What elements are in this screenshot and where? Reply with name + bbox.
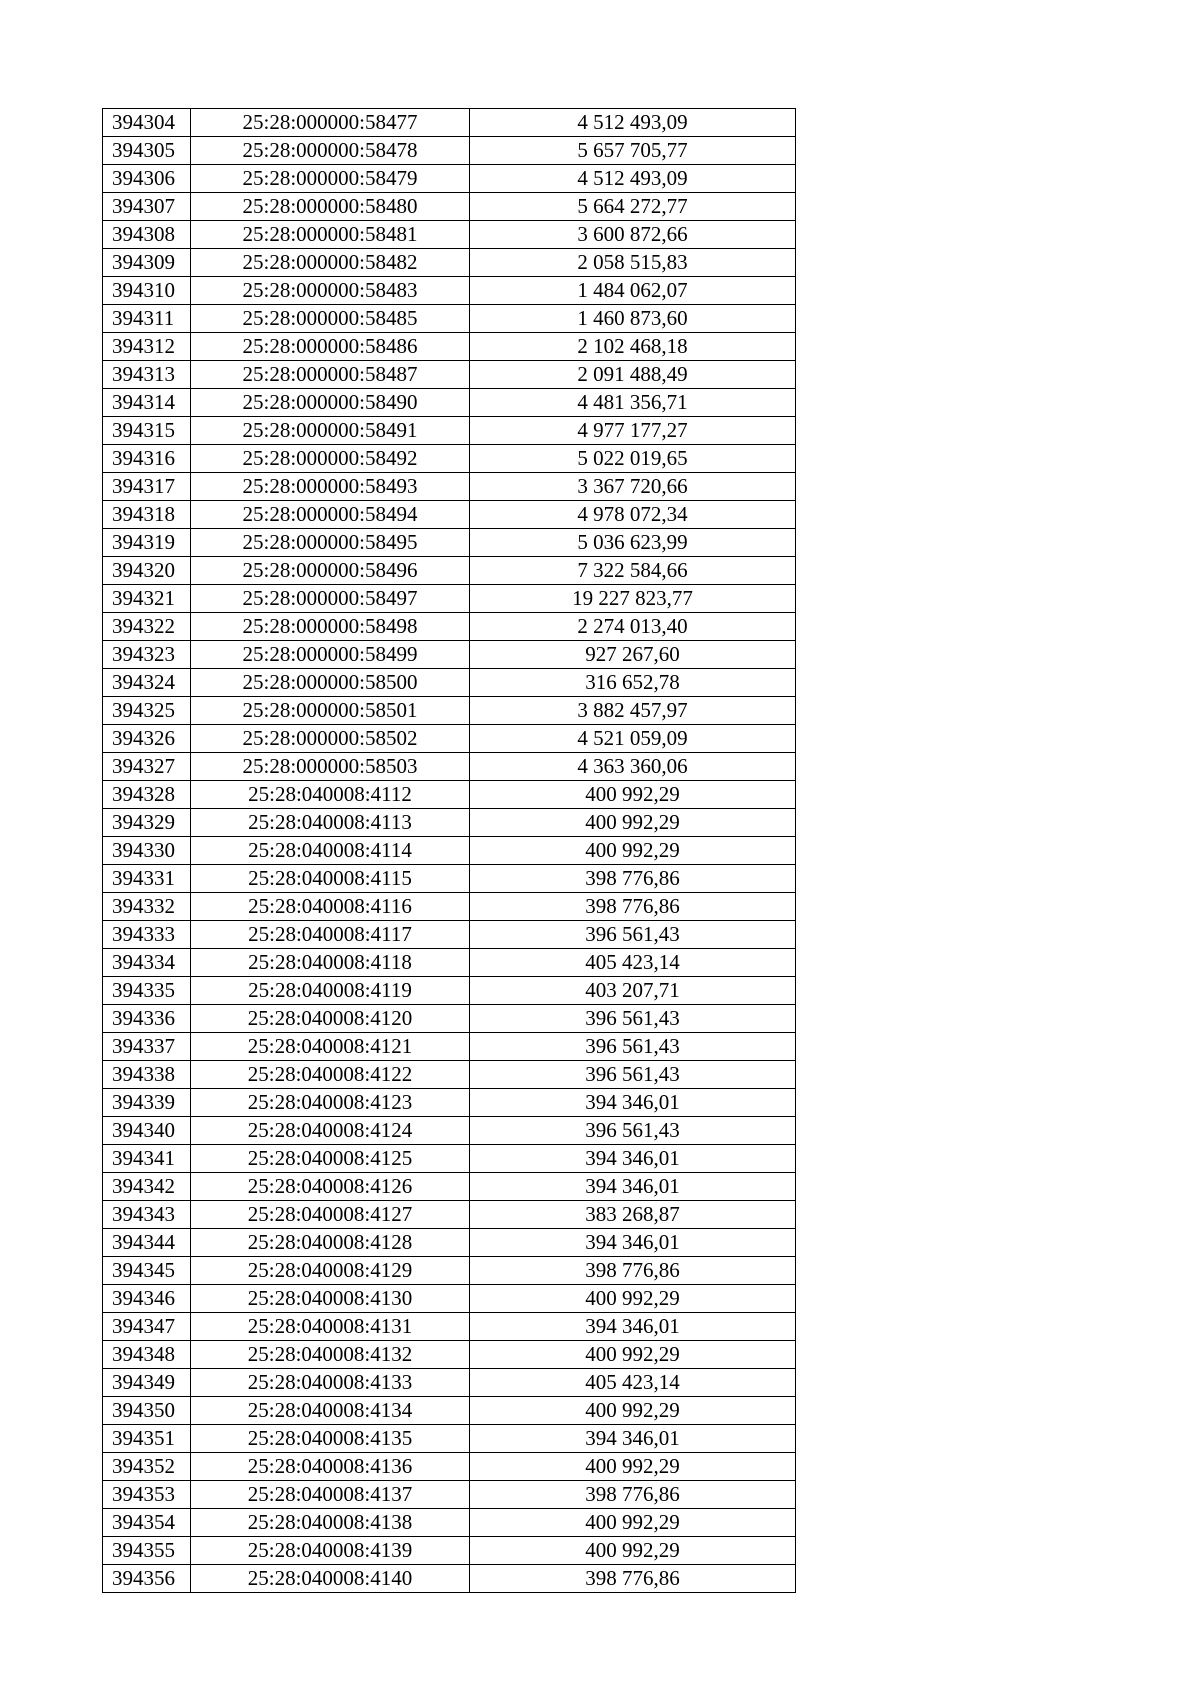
row-number-cell: 394356	[103, 1565, 191, 1593]
cadastral-value-cell: 4 481 356,71	[470, 389, 796, 417]
cadastral-number-cell: 25:28:040008:4114	[191, 837, 470, 865]
cadastral-value-cell: 394 346,01	[470, 1313, 796, 1341]
cadastral-number-cell: 25:28:040008:4117	[191, 921, 470, 949]
cadastral-value-cell: 1 484 062,07	[470, 277, 796, 305]
row-number-cell: 394339	[103, 1089, 191, 1117]
cadastral-value-cell: 3 882 457,97	[470, 697, 796, 725]
cadastral-value-table	[102, 108, 796, 1593]
cadastral-number-cell: 25:28:000000:58483	[191, 277, 470, 305]
table-row	[103, 1201, 796, 1229]
cadastral-value-cell: 2 058 515,83	[470, 249, 796, 277]
table-row	[103, 641, 796, 669]
cadastral-number-cell: 25:28:000000:58495	[191, 529, 470, 557]
cadastral-number-cell: 25:28:000000:58499	[191, 641, 470, 669]
cadastral-value-cell: 403 207,71	[470, 977, 796, 1005]
table-row	[103, 445, 796, 473]
row-number-cell: 394310	[103, 277, 191, 305]
cadastral-number-cell: 25:28:040008:4138	[191, 1509, 470, 1537]
table-row	[103, 1481, 796, 1509]
table-row	[103, 865, 796, 893]
cadastral-number-cell: 25:28:040008:4139	[191, 1537, 470, 1565]
cadastral-value-cell: 1 460 873,60	[470, 305, 796, 333]
cadastral-value-cell: 7 322 584,66	[470, 557, 796, 585]
table-row	[103, 1369, 796, 1397]
cadastral-value-cell: 400 992,29	[470, 1397, 796, 1425]
cadastral-number-cell: 25:28:000000:58494	[191, 501, 470, 529]
table-row	[103, 1537, 796, 1565]
cadastral-value-cell: 5 022 019,65	[470, 445, 796, 473]
cadastral-value-cell: 394 346,01	[470, 1089, 796, 1117]
cadastral-value-cell: 400 992,29	[470, 1453, 796, 1481]
row-number-cell: 394308	[103, 221, 191, 249]
row-number-cell: 394338	[103, 1061, 191, 1089]
row-number-cell: 394329	[103, 809, 191, 837]
cadastral-number-cell: 25:28:040008:4129	[191, 1257, 470, 1285]
row-number-cell: 394315	[103, 417, 191, 445]
cadastral-number-cell: 25:28:040008:4125	[191, 1145, 470, 1173]
cadastral-number-cell: 25:28:040008:4112	[191, 781, 470, 809]
cadastral-number-cell: 25:28:040008:4137	[191, 1481, 470, 1509]
cadastral-number-cell: 25:28:000000:58493	[191, 473, 470, 501]
row-number-cell: 394319	[103, 529, 191, 557]
row-number-cell: 394340	[103, 1117, 191, 1145]
cadastral-value-cell: 400 992,29	[470, 1537, 796, 1565]
row-number-cell: 394332	[103, 893, 191, 921]
cadastral-value-cell: 394 346,01	[470, 1425, 796, 1453]
row-number-cell: 394306	[103, 165, 191, 193]
cadastral-number-cell: 25:28:000000:58491	[191, 417, 470, 445]
cadastral-value-cell: 398 776,86	[470, 893, 796, 921]
row-number-cell: 394307	[103, 193, 191, 221]
row-number-cell: 394344	[103, 1229, 191, 1257]
cadastral-number-cell: 25:28:000000:58479	[191, 165, 470, 193]
table-row	[103, 1061, 796, 1089]
table-row	[103, 333, 796, 361]
cadastral-number-cell: 25:28:000000:58492	[191, 445, 470, 473]
row-number-cell: 394352	[103, 1453, 191, 1481]
cadastral-value-cell: 400 992,29	[470, 809, 796, 837]
cadastral-number-cell: 25:28:040008:4131	[191, 1313, 470, 1341]
table-row	[103, 473, 796, 501]
cadastral-value-cell: 400 992,29	[470, 1285, 796, 1313]
table-row	[103, 1341, 796, 1369]
row-number-cell: 394346	[103, 1285, 191, 1313]
cadastral-value-cell: 5 036 623,99	[470, 529, 796, 557]
cadastral-number-cell: 25:28:000000:58487	[191, 361, 470, 389]
row-number-cell: 394326	[103, 725, 191, 753]
cadastral-number-cell: 25:28:000000:58498	[191, 613, 470, 641]
cadastral-number-cell: 25:28:040008:4133	[191, 1369, 470, 1397]
cadastral-value-cell: 2 091 488,49	[470, 361, 796, 389]
row-number-cell: 394334	[103, 949, 191, 977]
cadastral-number-cell: 25:28:040008:4140	[191, 1565, 470, 1593]
row-number-cell: 394309	[103, 249, 191, 277]
cadastral-value-cell: 400 992,29	[470, 837, 796, 865]
table-row	[103, 1173, 796, 1201]
cadastral-number-cell: 25:28:000000:58485	[191, 305, 470, 333]
table-row	[103, 697, 796, 725]
cadastral-number-cell: 25:28:040008:4130	[191, 1285, 470, 1313]
row-number-cell: 394349	[103, 1369, 191, 1397]
cadastral-value-cell: 398 776,86	[470, 1481, 796, 1509]
cadastral-value-cell: 19 227 823,77	[470, 585, 796, 613]
row-number-cell: 394328	[103, 781, 191, 809]
table-row	[103, 1285, 796, 1313]
cadastral-number-cell: 25:28:040008:4132	[191, 1341, 470, 1369]
cadastral-value-cell: 394 346,01	[470, 1173, 796, 1201]
table-row	[103, 557, 796, 585]
cadastral-value-cell: 5 664 272,77	[470, 193, 796, 221]
cadastral-value-cell: 405 423,14	[470, 949, 796, 977]
table-body	[103, 109, 796, 1593]
cadastral-value-cell: 396 561,43	[470, 921, 796, 949]
row-number-cell: 394317	[103, 473, 191, 501]
table-row	[103, 1033, 796, 1061]
cadastral-value-cell: 4 978 072,34	[470, 501, 796, 529]
table-row	[103, 529, 796, 557]
table-row	[103, 809, 796, 837]
cadastral-value-cell: 927 267,60	[470, 641, 796, 669]
cadastral-value-cell: 4 521 059,09	[470, 725, 796, 753]
cadastral-number-cell: 25:28:040008:4134	[191, 1397, 470, 1425]
cadastral-value-cell: 4 512 493,09	[470, 109, 796, 137]
cadastral-value-cell: 398 776,86	[470, 1565, 796, 1593]
table-row	[103, 1425, 796, 1453]
row-number-cell: 394336	[103, 1005, 191, 1033]
row-number-cell: 394320	[103, 557, 191, 585]
cadastral-number-cell: 25:28:000000:58490	[191, 389, 470, 417]
cadastral-number-cell: 25:28:040008:4127	[191, 1201, 470, 1229]
cadastral-value-cell: 3 367 720,66	[470, 473, 796, 501]
cadastral-value-cell: 394 346,01	[470, 1145, 796, 1173]
table-row	[103, 501, 796, 529]
cadastral-value-cell: 4 512 493,09	[470, 165, 796, 193]
row-number-cell: 394350	[103, 1397, 191, 1425]
cadastral-value-cell: 2 274 013,40	[470, 613, 796, 641]
cadastral-number-cell: 25:28:040008:4118	[191, 949, 470, 977]
cadastral-value-cell: 383 268,87	[470, 1201, 796, 1229]
cadastral-number-cell: 25:28:040008:4120	[191, 1005, 470, 1033]
row-number-cell: 394343	[103, 1201, 191, 1229]
table-row	[103, 1145, 796, 1173]
cadastral-number-cell: 25:28:000000:58480	[191, 193, 470, 221]
cadastral-number-cell: 25:28:040008:4123	[191, 1089, 470, 1117]
row-number-cell: 394347	[103, 1313, 191, 1341]
cadastral-number-cell: 25:28:000000:58497	[191, 585, 470, 613]
table-row	[103, 753, 796, 781]
cadastral-value-cell: 316 652,78	[470, 669, 796, 697]
row-number-cell: 394348	[103, 1341, 191, 1369]
cadastral-value-cell: 2 102 468,18	[470, 333, 796, 361]
cadastral-number-cell: 25:28:040008:4124	[191, 1117, 470, 1145]
table-row	[103, 277, 796, 305]
cadastral-number-cell: 25:28:040008:4128	[191, 1229, 470, 1257]
cadastral-value-cell: 400 992,29	[470, 781, 796, 809]
cadastral-value-cell: 5 657 705,77	[470, 137, 796, 165]
cadastral-number-cell: 25:28:040008:4119	[191, 977, 470, 1005]
cadastral-number-cell: 25:28:000000:58502	[191, 725, 470, 753]
row-number-cell: 394311	[103, 305, 191, 333]
table-row	[103, 725, 796, 753]
cadastral-number-cell: 25:28:000000:58501	[191, 697, 470, 725]
row-number-cell: 394321	[103, 585, 191, 613]
cadastral-value-cell: 398 776,86	[470, 865, 796, 893]
cadastral-number-cell: 25:28:000000:58482	[191, 249, 470, 277]
row-number-cell: 394345	[103, 1257, 191, 1285]
table-row	[103, 1313, 796, 1341]
cadastral-number-cell: 25:28:000000:58503	[191, 753, 470, 781]
cadastral-number-cell: 25:28:040008:4115	[191, 865, 470, 893]
table-row	[103, 1453, 796, 1481]
cadastral-number-cell: 25:28:040008:4113	[191, 809, 470, 837]
cadastral-number-cell: 25:28:000000:58481	[191, 221, 470, 249]
cadastral-value-cell: 400 992,29	[470, 1509, 796, 1537]
table-row	[103, 613, 796, 641]
cadastral-number-cell: 25:28:000000:58477	[191, 109, 470, 137]
cadastral-number-cell: 25:28:000000:58478	[191, 137, 470, 165]
cadastral-number-cell: 25:28:000000:58496	[191, 557, 470, 585]
table-row	[103, 1117, 796, 1145]
table-row	[103, 669, 796, 697]
cadastral-number-cell: 25:28:040008:4121	[191, 1033, 470, 1061]
row-number-cell: 394323	[103, 641, 191, 669]
table-row	[103, 1257, 796, 1285]
cadastral-value-cell: 394 346,01	[470, 1229, 796, 1257]
cadastral-value-cell: 4 977 177,27	[470, 417, 796, 445]
table-row	[103, 1089, 796, 1117]
cadastral-value-cell: 398 776,86	[470, 1257, 796, 1285]
row-number-cell: 394314	[103, 389, 191, 417]
cadastral-value-cell: 3 600 872,66	[470, 221, 796, 249]
table-row	[103, 1229, 796, 1257]
cadastral-value-cell: 4 363 360,06	[470, 753, 796, 781]
row-number-cell: 394305	[103, 137, 191, 165]
cadastral-value-cell: 396 561,43	[470, 1005, 796, 1033]
table-row	[103, 389, 796, 417]
table-row	[103, 361, 796, 389]
table-row	[103, 221, 796, 249]
table-row	[103, 977, 796, 1005]
row-number-cell: 394313	[103, 361, 191, 389]
row-number-cell: 394318	[103, 501, 191, 529]
table-row	[103, 781, 796, 809]
cadastral-value-cell: 396 561,43	[470, 1061, 796, 1089]
row-number-cell: 394330	[103, 837, 191, 865]
row-number-cell: 394337	[103, 1033, 191, 1061]
row-number-cell: 394312	[103, 333, 191, 361]
table-row	[103, 193, 796, 221]
table-row	[103, 165, 796, 193]
cadastral-number-cell: 25:28:040008:4126	[191, 1173, 470, 1201]
table-row	[103, 249, 796, 277]
cadastral-value-cell: 400 992,29	[470, 1341, 796, 1369]
row-number-cell: 394333	[103, 921, 191, 949]
table-row	[103, 585, 796, 613]
row-number-cell: 394327	[103, 753, 191, 781]
table-row	[103, 1565, 796, 1593]
row-number-cell: 394325	[103, 697, 191, 725]
cadastral-number-cell: 25:28:000000:58486	[191, 333, 470, 361]
row-number-cell: 394341	[103, 1145, 191, 1173]
cadastral-value-cell: 396 561,43	[470, 1117, 796, 1145]
row-number-cell: 394322	[103, 613, 191, 641]
row-number-cell: 394304	[103, 109, 191, 137]
row-number-cell: 394355	[103, 1537, 191, 1565]
table-row	[103, 949, 796, 977]
cadastral-value-cell: 396 561,43	[470, 1033, 796, 1061]
cadastral-number-cell: 25:28:000000:58500	[191, 669, 470, 697]
row-number-cell: 394342	[103, 1173, 191, 1201]
row-number-cell: 394351	[103, 1425, 191, 1453]
row-number-cell: 394324	[103, 669, 191, 697]
table-row	[103, 1509, 796, 1537]
table-row	[103, 893, 796, 921]
table-row	[103, 305, 796, 333]
table-row	[103, 1005, 796, 1033]
table-row	[103, 837, 796, 865]
cadastral-number-cell: 25:28:040008:4136	[191, 1453, 470, 1481]
table-row	[103, 417, 796, 445]
cadastral-number-cell: 25:28:040008:4135	[191, 1425, 470, 1453]
cadastral-number-cell: 25:28:040008:4122	[191, 1061, 470, 1089]
cadastral-number-cell: 25:28:040008:4116	[191, 893, 470, 921]
row-number-cell: 394354	[103, 1509, 191, 1537]
table-row	[103, 1397, 796, 1425]
row-number-cell: 394353	[103, 1481, 191, 1509]
row-number-cell: 394335	[103, 977, 191, 1005]
row-number-cell: 394331	[103, 865, 191, 893]
cadastral-value-cell: 405 423,14	[470, 1369, 796, 1397]
table-row	[103, 921, 796, 949]
row-number-cell: 394316	[103, 445, 191, 473]
table-row	[103, 137, 796, 165]
table-row	[103, 109, 796, 137]
